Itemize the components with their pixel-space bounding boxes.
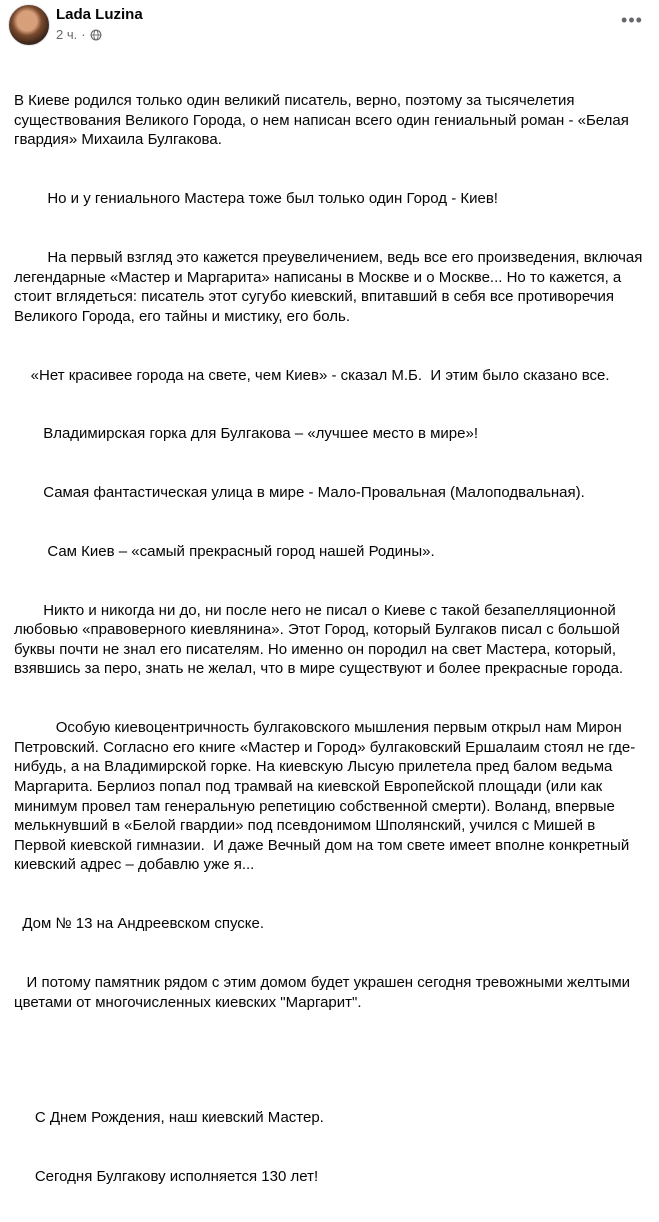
globe-icon[interactable] [90,29,102,41]
more-options-icon[interactable]: ••• [621,9,643,30]
paragraph: Особую киевоцентричность булгаковского мышления первым открыл нам Мирон Петровский. Согласно его книге «Мастер и Город» булгаковский Ершалаим стоял не где-нибудь, а на Владимирской горке. На киевскую Лысую прилетела пред балом ведьма Маргарита. Берлиоз попал под трамвай на киевской Европейской площади (или как минимум провел там генеральную репетицию собственной смерти). Воланд, впервые мелькнувший в «Белой гвардии» под псевдонимом Шполянский, учился с Мишей в Первой киевской гимназии. И даже Вечный дом на том свете имеет вполне конкретный киевский адрес – добавлю уже я... [14,719,636,874]
paragraph: Владимирская горка для Булгакова – «лучшее место в мире»! [14,425,478,443]
post-header [0,0,659,50]
paragraph: Никто и никогда ни до, ни после него не писал о Киеве с такой безапелляционной любовью «правоверного киевлянина». Этот Город, который Булгаков писал с большой буквы почти не знал его писателям. Но именно он породил на свет Мастера, который, взявшись за перо, знать не желал, что в мире существуют и более прекрасные города. [14,601,624,678]
author-name[interactable]: Lada Luzina [56,6,143,23]
paragraph: Самая фантастическая улица в мире - Мало-Провальная (Малоподвальная). [14,484,585,502]
closing-line: С Днем Рождения, наш киевский Мастер. [14,1109,324,1127]
author-avatar[interactable] [8,4,50,46]
paragraph: В Киеве родился только один великий писатель, верно, поэтому за тысячелетия существования Великого Города, о нем написан всего один гениальный роман - «Белая гвардия» Михаила Булгакова. [14,92,634,149]
paragraph: «Нет красивее города на свете, чем Киев» - сказал М.Б. И этим было сказано все. [14,366,610,384]
post-meta: 2 ч. · [56,27,102,42]
paragraph: Но и у гениального Мастера тоже был только один Город - Киев! [14,190,498,208]
closing-line: Сегодня Булгакову исполняется 130 лет! [14,1168,319,1186]
post-text [14,52,650,1222]
paragraph: Сам Киев – «самый прекрасный город нашей Родины». [14,542,435,560]
paragraph: Дом № 13 на Андреевском спуске. [14,915,265,933]
post-timestamp[interactable]: 2 ч. [56,27,78,42]
spacer [14,1051,650,1069]
paragraph: На первый взгляд это кажется преувеличением, ведь все его произведения, включая легендарные «Мастер и Маргарита» написаны в Москве и о Москве... Но то кажется, а стоит вглядеться: писатель этот сугубо киевский, впитавший в себя все противоречия Великого Города, его тайны и мистику, его боль. [14,248,647,325]
paragraph: И потому памятник рядом с этим домом будет украшен сегодня тревожными желтыми цветами от многочисленных киевских "Маргарит". [14,973,635,1011]
